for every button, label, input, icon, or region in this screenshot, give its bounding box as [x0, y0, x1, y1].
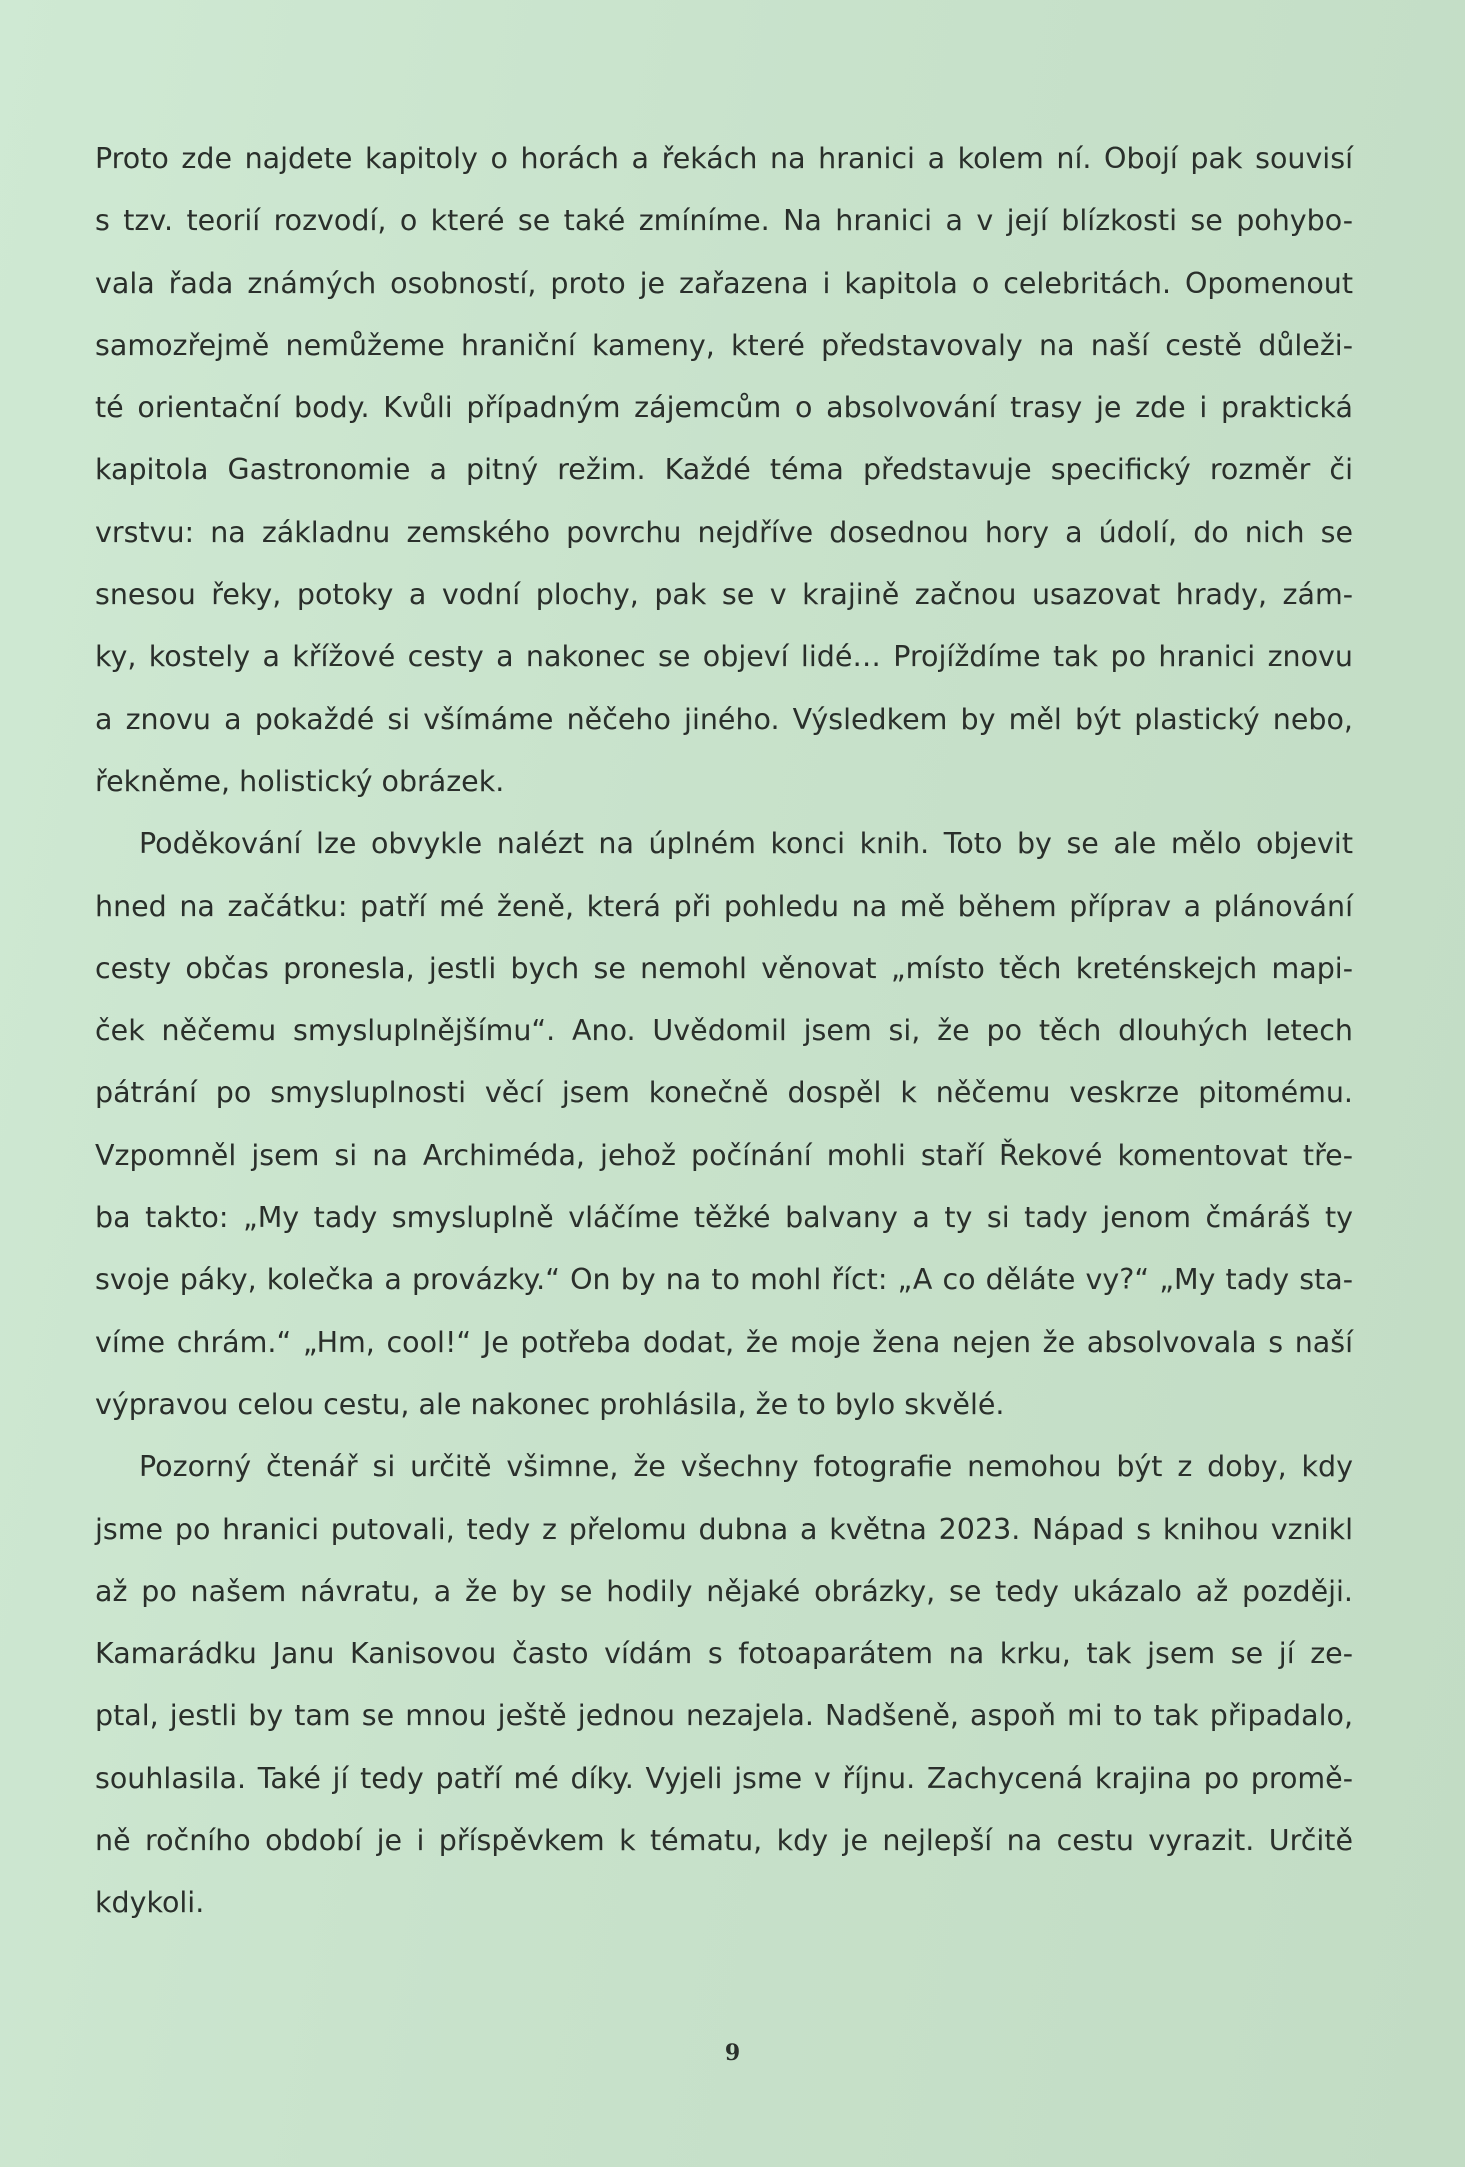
text-line: ba takto: „My tady smysluplně vláčíme těžké balvany a ty si tady jenom čmáráš ty: [95, 1201, 1353, 1235]
text-line: až po našem návratu, a že by se hodily nějaké obrázky, se tedy ukázalo až později.: [95, 1574, 1353, 1608]
text-line: cesty občas pronesla, jestli bych se nemohl věnovat „místo těch kreténskejch mapi-: [95, 951, 1353, 985]
text-line: pátrání po smysluplnosti věcí jsem konečně dospěl k něčemu veskrze pitomému.: [95, 1076, 1353, 1110]
text-line: ky, kostely a křížové cesty a nakonec se objeví lidé… Projíždíme tak po hranici znovu: [95, 640, 1353, 674]
text-line: té orientační body. Kvůli případným zájemcům o absolvování trasy je zde i praktická: [95, 391, 1353, 425]
text-line: samozřejmě nemůžeme hraniční kameny, které představovaly na naší cestě důleži-: [95, 328, 1353, 362]
text-line: Poděkování lze obvykle nalézt na úplném konci knih. Toto by se ale mělo objevit: [139, 827, 1353, 861]
text-line: souhlasila. Také jí tedy patří mé díky. Vyjeli jsme v říjnu. Zachycená krajina po promě-: [95, 1761, 1353, 1795]
text-line: víme chrám.“ „Hm, cool!“ Je potřeba dodat, že moje žena nejen že absolvovala s naší: [95, 1325, 1353, 1359]
text-line: s tzv. teorií rozvodí, o které se také zmíníme. Na hranici a v její blízkosti se pohybo-: [95, 204, 1353, 238]
text-line: hned na začátku: patří mé ženě, která při pohledu na mě během příprav a plánování: [95, 889, 1353, 923]
text-line: kdykoli.: [95, 1886, 205, 1920]
text-line: vala řada známých osobností, proto je zařazena i kapitola o celebritách. Opomenout: [95, 266, 1353, 300]
text-line: vrstvu: na základnu zemského povrchu nejdříve dosednou hory a údolí, do nich se: [95, 515, 1353, 549]
text-line: Vzpomněl jsem si na Archiméda, jehož počínání mohli staří Řekové komentovat tře-: [95, 1138, 1353, 1172]
text-line: Proto zde najdete kapitoly o horách a řekách na hranici a kolem ní. Obojí pak souvisí: [95, 142, 1353, 175]
text-line: ně ročního období je i příspěvkem k tématu, kdy je nejlepší na cestu vyrazit. Určitě: [95, 1824, 1353, 1858]
text-line: Kamarádku Janu Kanisovou často vídám s fotoaparátem na krku, tak jsem se jí ze-: [95, 1637, 1353, 1671]
text-line: ček něčemu smysluplnějšímu“. Ano. Uvědomil jsem si, že po těch dlouhých letech: [95, 1014, 1353, 1048]
text-line: výpravou celou cestu, ale nakonec prohlásila, že to bylo skvělé.: [95, 1387, 1005, 1421]
body-text: [95, 128, 1353, 1935]
text-line: Pozorný čtenář si určitě všimne, že všechny fotografie nemohou být z doby, kdy: [139, 1450, 1353, 1484]
text-line: snesou řeky, potoky a vodní plochy, pak se v krajině začnou usazovat hrady, zám-: [95, 578, 1353, 612]
text-line: řekněme, holistický obrázek.: [95, 764, 505, 798]
page-number: 9: [724, 2040, 741, 2066]
text-line: jsme po hranici putovali, tedy z přelomu dubna a května 2023. Nápad s knihou vznikl: [95, 1512, 1353, 1546]
text-line: ptal, jestli by tam se mnou ještě jednou nezajela. Nadšeně, aspoň mi to tak připadalo,: [95, 1699, 1353, 1733]
text-line: kapitola Gastronomie a pitný režim. Každé téma představuje specifický rozměr či: [95, 453, 1353, 487]
text-line: a znovu a pokaždé si všímáme něčeho jiného. Výsledkem by měl být plastický nebo,: [95, 702, 1353, 736]
text-line: svoje páky, kolečka a provázky.“ On by na to mohl říct: „A co děláte vy?“ „My tady sta-: [95, 1263, 1353, 1297]
